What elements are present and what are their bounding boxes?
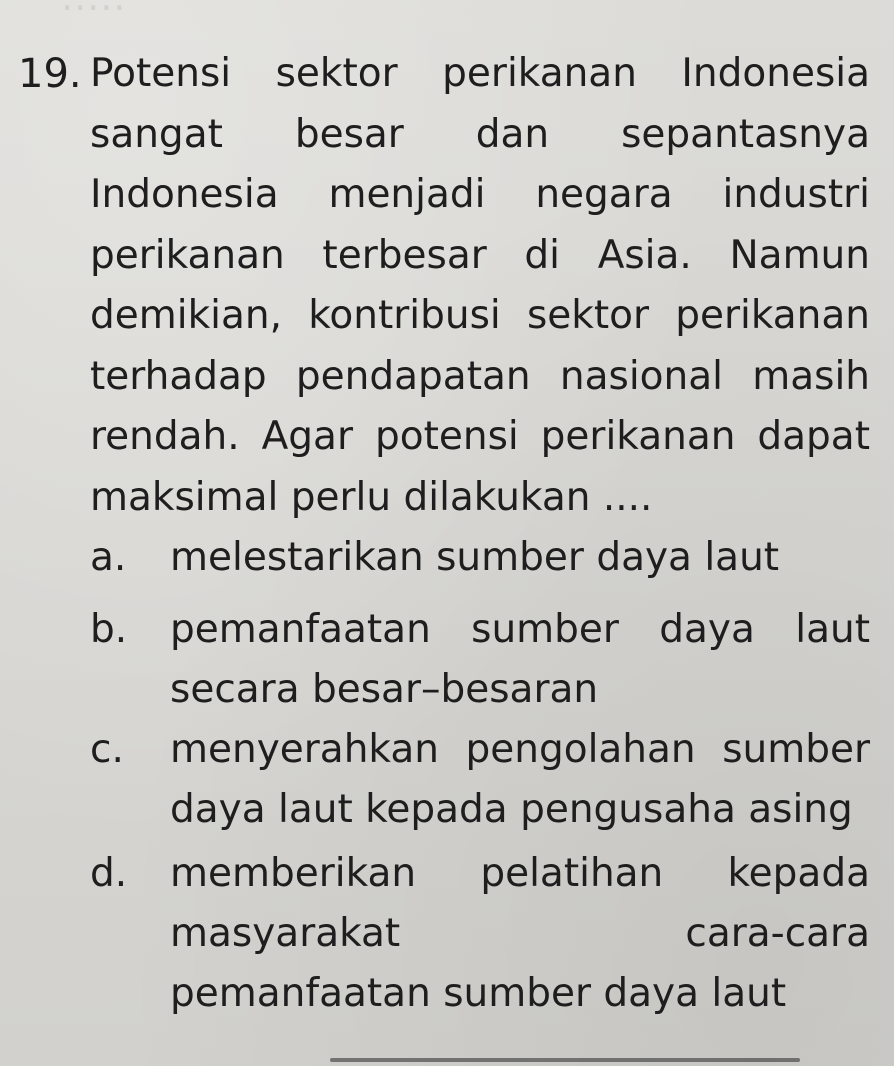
option-c[interactable] bbox=[90, 720, 870, 840]
option-text: melestarikan sumber daya laut bbox=[170, 535, 780, 580]
option-letter: c. bbox=[90, 727, 124, 772]
option-letter: b. bbox=[90, 607, 128, 652]
question-number: 19. bbox=[18, 51, 82, 97]
option-text: menyerahkan pengolahan sumber daya laut kepada pengusaha asing bbox=[170, 727, 870, 832]
option-b[interactable] bbox=[90, 600, 870, 720]
show-through-texture: ····· bbox=[60, 0, 126, 30]
option-text: pemanfaatan sumber daya laut secara besar–besaran bbox=[170, 607, 870, 712]
option-letter: a. bbox=[90, 535, 127, 580]
bottom-text-fragment bbox=[330, 1058, 800, 1062]
option-text: memberikan pelatihan kepada masyarakat cara-cara pemanfaatan sumber daya laut bbox=[170, 851, 870, 1016]
option-d[interactable] bbox=[90, 844, 870, 1024]
question-stem: Potensi sektor perikanan Indonesia sangat besar dan sepantasnya Indonesia menjadi negara industri perikanan terbesar di Asia. Namun demikian, kontribusi sektor perikanan terhadap pendapatan nasional masih rendah. Agar potensi perikanan dapat maksimal perlu dilakukan .... bbox=[90, 51, 870, 520]
option-a[interactable] bbox=[90, 528, 870, 588]
option-letter: d. bbox=[90, 851, 128, 896]
